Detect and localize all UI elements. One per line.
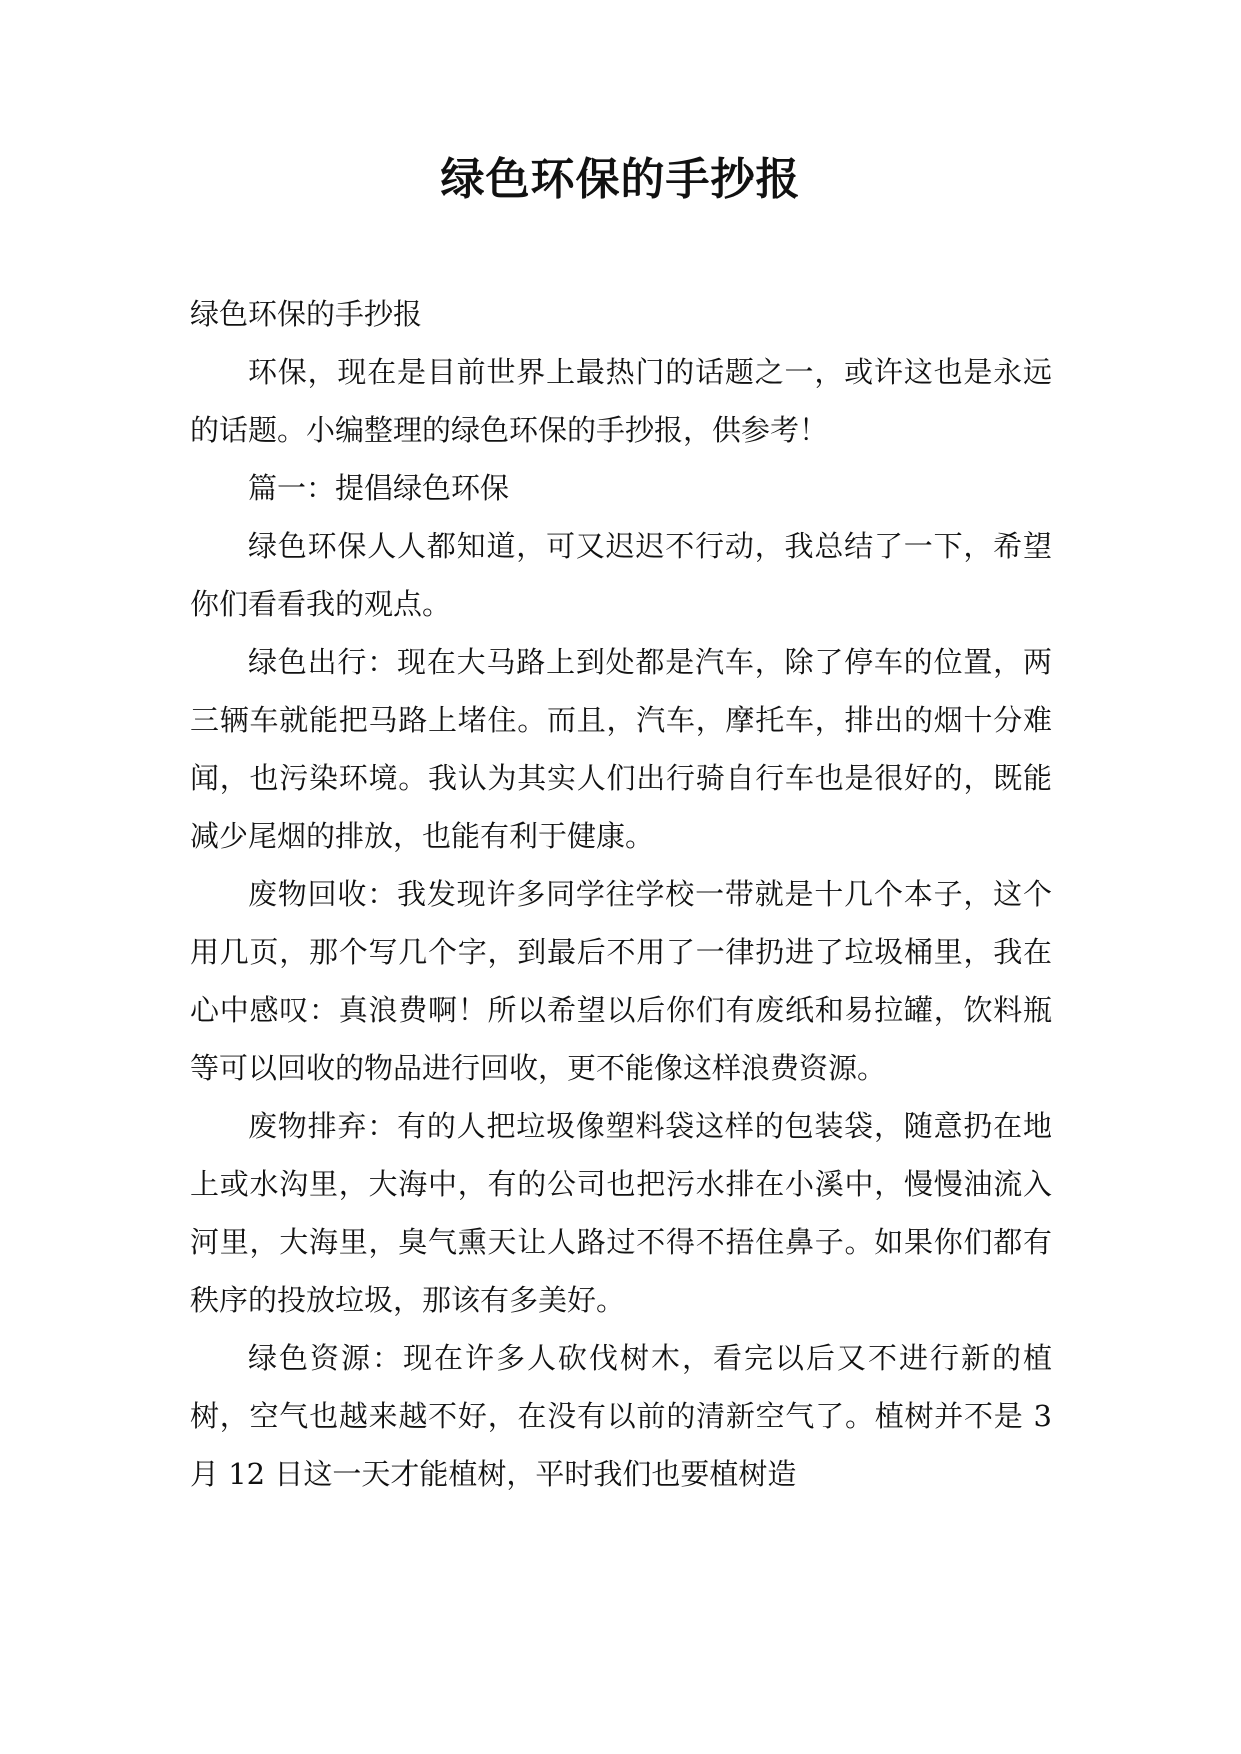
document-title: 绿色环保的手抄报 bbox=[440, 154, 801, 205]
paragraph: 绿色环保人人都知道，可又迟迟不行动，我总结了一下，希望你们看看我的观点。 bbox=[190, 529, 1052, 621]
paragraph: 废物排弃：有的人把垃圾像塑料袋这样的包装袋，随意扔在地上或水沟里，大海中，有的公司也把污水排在小溪中，慢慢油流入河里，大海里，臭气熏天让人路过不得不捂住鼻子。如果你们都有秩序的投放垃圾，那该有多美好。 bbox=[190, 1109, 1052, 1317]
paragraph: 绿色资源：现在许多人砍伐树木，看完以后又不进行新的植树，空气也越来越不好，在没有以前的清新空气了。植树并不是 3 月 12 日这一天才能植树，平时我们也要植树造 bbox=[190, 1341, 1052, 1491]
document-body bbox=[190, 285, 1052, 1503]
paragraph: 绿色出行：现在大马路上到处都是汽车，除了停车的位置，两三辆车就能把马路上堵住。而且，汽车，摩托车，排出的烟十分难闻，也污染环境。我认为其实人们出行骑自行车也是很好的，既能减少尾烟的排放，也能有利于健康。 bbox=[190, 645, 1052, 853]
section-heading: 篇一：提倡绿色环保 bbox=[248, 471, 510, 505]
paragraph: 环保，现在是目前世界上最热门的话题之一，或许这也是永远的话题。小编整理的绿色环保的手抄报，供参考！ bbox=[190, 355, 1052, 447]
paragraph: 废物回收：我发现许多同学往学校一带就是十几个本子，这个用几页，那个写几个字，到最后不用了一律扔进了垃圾桶里，我在心中感叹：真浪费啊！所以希望以后你们有废纸和易拉罐，饮料瓶等可以回收的物品进行回收，更不能像这样浪费资源。 bbox=[190, 877, 1052, 1085]
paragraph: 绿色环保的手抄报 bbox=[190, 297, 423, 331]
